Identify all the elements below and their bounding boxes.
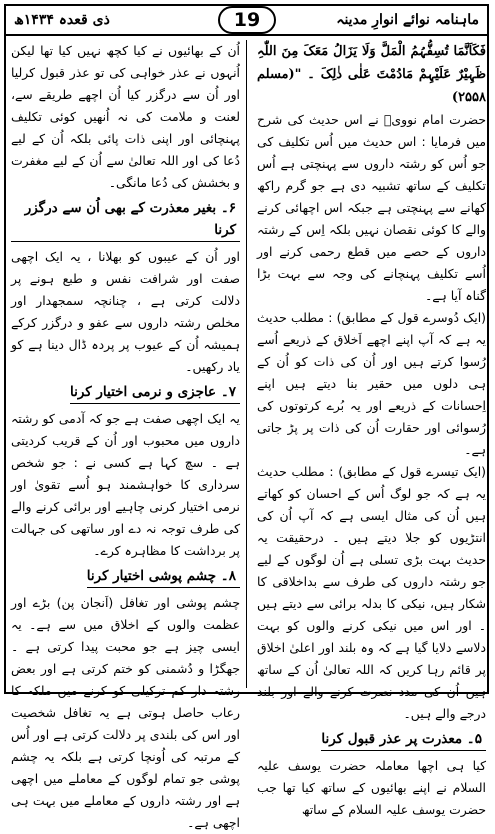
section-heading: ۶۔ بغیر معذرت کے بھی اُن سے درگزر کرنا xyxy=(11,197,240,242)
column-divider xyxy=(246,40,247,688)
arabic-hadith-quote: فَکَاَنَّمَا تُسِفُّہُمُ الْمَلَّ وَلَا یَزَالُ مَعَکَ مِنَ اللّٰہِ ظَہِیْرٌ عَلَیْہِمْ مَادُمْتَ عَلٰی ذٰلِکَ ۔ "(مسلم ۲۵۵۸) xyxy=(257,44,486,105)
right-column xyxy=(257,40,486,817)
page-number-badge: 19 xyxy=(218,6,276,34)
left-column xyxy=(11,40,240,830)
section-heading: ۸۔ چشم پوشی اختیار کرنا xyxy=(87,565,240,588)
paragraph: حضرت امام نوویؒ نے اس حدیث کی شرح میں فرمایا : اس حدیث میں اُس تکلیف کی جو اُس کو رشتہ داروں سے پہنچتی ہے اُس تکلیف کے ساتھ تشبیہ دی ہے جو گرم راکھ کھانے سے پہنچتی ہے جبکہ اس اچھائی کرنے والے کا کوئی نقصان نہیں بلکہ اِس کے رشتہ داروں کے حصے میں قطع رحمی کرنے اور اُسے تکلیف پہنچانے کی وجہ سے بہت بڑا گناہ آیا ہے۔ xyxy=(257,112,486,303)
paragraph: کیا ہی اچھا معاملہ حضرت یوسف علیہ السلام نے اپنے بھائیوں کے ساتھ کیا تھا جب حضرت یوسف علیہ السلام کے ساتھ xyxy=(257,758,486,817)
paragraph: (ایک دُوسرے قول کے مطابق) : مطلب حدیث یہ ہے کہ آپ اپنے اچھے اَخلاق کے ذریعے اُسے رُسوا کرتے ہیں اور اُن کی ذات کو اُن کے ہی دلوں میں حقیر بنا دیتے ہیں اپنے اِحسانات کے ذریعے اور یہ بُرے کرتوتوں کی رُسوائی اور حقارت اُن کی ذات پر پڑ جاتی ہے۔ xyxy=(257,310,486,457)
issue-date: ذی قعدہ ۱۴۳۴ھ xyxy=(14,12,110,28)
paragraph: اُن کے بھائیوں نے کیا کچھ نہیں کیا تھا لیکن اُنہوں نے عذر خواہی کی تو عذر قبول کرلیا اور اُن سے درگزر کیا اُن اچھے طریقے سے، لعنت و ملامت کی نہ اُنھیں کوئی تکلیف پہنچائی اور اپنی ذات پائی بلکہ اُن کے لیے دُعا کی اور اللہ تعالیٰ سے اُن کے لیے مغفرت و بخشش کی دُعا مانگی۔ xyxy=(11,43,240,190)
paragraph: یہ ایک اچھی صفت ہے جو کہ آدمی کو رشتہ داروں میں محبوب اور اُن کے قریب کردیتی ہے ۔ سچ کہا ہے کسی نے : جو شخص سرداری کا خواہشمند ہو اُسے تقویٰ اور نرمی اختیار کرنی چاہیے اور برائی کرنے والے کی طرف توجہ نہ دے اور ساتھی کی جہالت پر برداشت کا مظاہرہ کرے۔ xyxy=(11,411,240,558)
magazine-title: ماہنامہ نوائے انوارِ مدینہ xyxy=(336,12,479,28)
section-heading: ۵۔ معذرت پر عذر قبول کرنا xyxy=(321,728,486,751)
paragraph: (ایک تیسرے قول کے مطابق) : مطلب حدیث یہ ہے کہ جو لوگ اُس کے احسان کو کھاتے ہیں اُن کی مثال ایسی ہے کہ آپ اُن کی انتڑیوں کو جلا دیتے ہیں ۔ درحقیقت یہ حدیث بہت بڑی تسلی ہے اُن لوگوں کے لیے جو رشتہ داروں کی طرف سے بداخلاقی کا شکار ہیں، نیکی کا بدلہ برائی سے دیتے ہیں ۔ اور اس میں نیکی کرنے والوں کو بہت دلاسے دلایا گیا ہے کہ وہ بلند اور اعلیٰ اخلاق پر قائم رہا کریں کہ اللہ تعالیٰ اُن کے ساتھ ہیں اُن کی مدد نصرت کرنے والے اور بلند درجے والے ہیں۔ xyxy=(257,464,486,721)
section-heading: ۷۔ عاجزی و نرمی اختیار کرنا xyxy=(70,381,240,404)
paragraph: چشم پوشی اور تغافل (اَنجان پن) بڑے اور عظمت والوں کے اخلاق میں سے ہے۔ یہ ایسی چیز ہے جو محبت پیدا کرتی ہے ۔ جھگڑا و دُشمنی کو ختم کرتی ہے اور بعض رشتہ دار کم ترکیلی کو کرنے میں ملکہ کا رعاب حاصل ہوتی ہے یہ تغافل شخصیت اور اس کی بلندی پر دلالت کرتی ہے اور اُس کے مرتبہ کی اُونچا کرتی ہے بلکہ یہ چشم پوشی جو تمام لوگوں کے معاملے میں اچھی ہے اور رشتہ داروں کے معاملے میں بہت ہی اچھی ہے۔ xyxy=(11,595,240,830)
paragraph: اور اُن کے عیبوں کو بھلانا ، یہ ایک اچھی صفت اور شرافت نفس و طبع ہونے پر دلالت کرتی ہے ، چنانچہ سمجھدار اور مخلص رشتہ داروں سے عفو و درگزر کرکے ہمیشہ اُن کے عیوب پر پردہ ڈال دینا ہے کو یاد رکھیں۔ xyxy=(11,249,240,374)
